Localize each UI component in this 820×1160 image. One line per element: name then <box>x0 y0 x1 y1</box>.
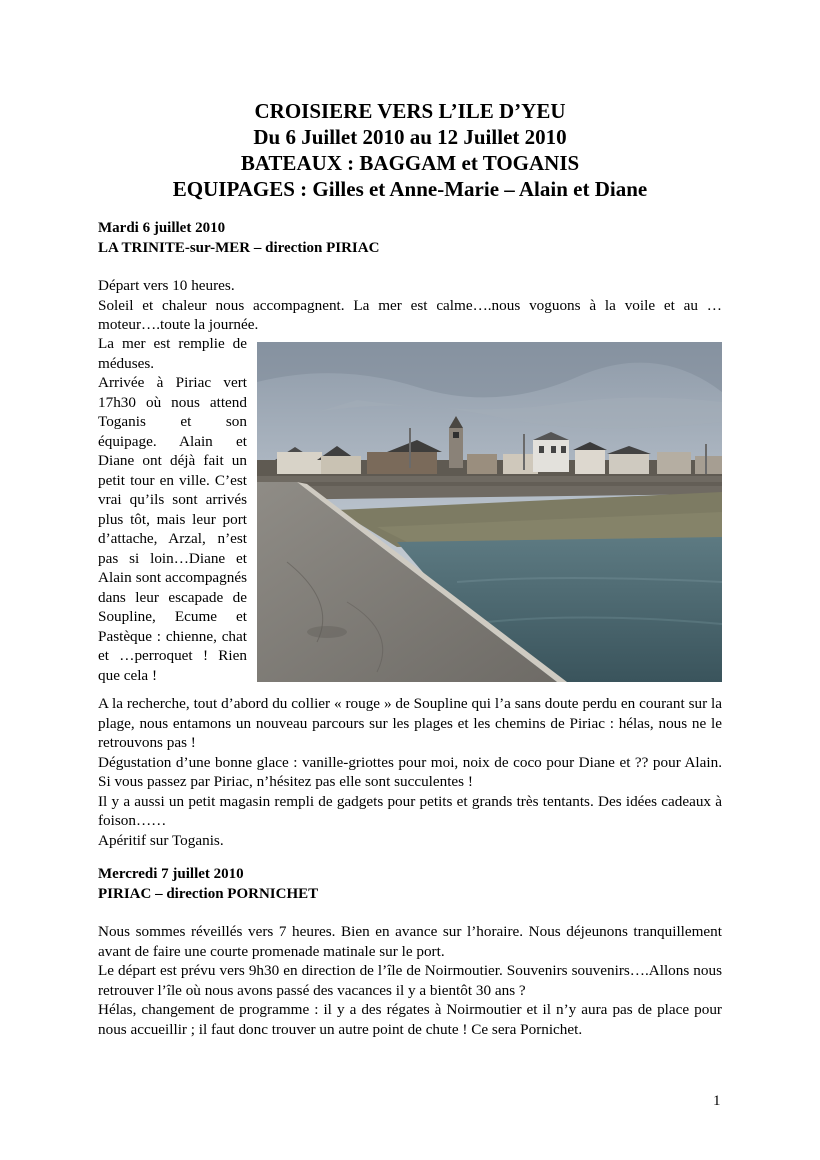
title-line-4: EQUIPAGES : Gilles et Anne-Marie – Alain et Diane <box>172 177 648 201</box>
page-number: 1 <box>713 1093 721 1109</box>
paragraph: Nous sommes réveillés vers 7 heures. Bien en avance sur l’horaire. Nous déjeunons tranquillement avant de faire une courte promenade matinale sur le port. <box>98 923 722 960</box>
day1-date: Mardi 6 juillet 2010 <box>98 220 226 236</box>
paragraph: Apéritif sur Toganis. <box>98 831 224 849</box>
paragraph: Il y a aussi un petit magasin rempli de gadgets pour petits et grands très tentants. Des idées cadeaux à foison…… <box>98 792 722 829</box>
day1-continued <box>98 694 722 850</box>
title-line-3: BATEAUX : BAGGAM et TOGANIS <box>240 151 580 175</box>
day2-heading <box>98 865 318 904</box>
day1-intro <box>98 276 722 335</box>
title-line-1: CROISIERE VERS L’ILE D’YEU <box>254 99 566 123</box>
paragraph: Départ vers 10 heures. <box>98 277 235 294</box>
paragraph: Soleil et chaleur nous accompagnent. La mer est calme….nous voguons à la voile et au … moteur….toute la journée. <box>98 296 722 333</box>
paragraph: La mer est remplie de méduses. <box>98 335 247 372</box>
paragraph: Hélas, changement de programme : il y a des régates à Noirmoutier et il n’y aura pas de place pour nous accueillir ; il faut donc trouver un autre point de chute ! Ce sera Pornichet. <box>98 1001 722 1038</box>
day1-route: LA TRINITE-sur-MER – direction PIRIAC <box>98 239 380 256</box>
day1-wrapped-text <box>98 334 247 685</box>
day2-date: Mercredi 7 juillet 2010 <box>98 866 244 882</box>
paragraph: Dégustation d’une bonne glace : vanille-griottes pour moi, noix de coco pour Diane et ?? pour Alain. Si vous passez par Piriac, n’hésitez pas elle sont succulentes ! <box>98 753 722 790</box>
day2-text <box>98 922 722 1039</box>
day1-heading <box>98 219 379 258</box>
title-line-2: Du 6 Juillet 2010 au 12 Juillet 2010 <box>253 125 567 149</box>
paragraph: A la recherche, tout d’abord du collier « rouge » de Soupline qui l’a sans doute perdu en courant sur la plage, nous entamons un nouveau parcours sur les plages et les chemins de Piriac : hélas, nous ne le retrouvons pas ! <box>98 695 722 751</box>
day2-route: PIRIAC – direction PORNICHET <box>98 885 319 902</box>
document-title <box>0 98 820 202</box>
paragraph: Arrivée à Piriac vert 17h30 où nous attend Toganis et son équipage. Alain et Diane ont déjà fait un petit tour en ville. C’est vrai qu’ils sont arrivés plus tôt, mais leur port d’attache, Arzal, n’est pas si loin…Diane et Alain sont accompagnés dans leur escapade de Soupline, Ecume et Pastèque : chienne, chat et …perroquet ! Rien que cela ! <box>98 374 247 684</box>
paragraph: Le départ est prévu vers 9h30 en direction de l’île de Noirmoutier. Souvenirs souvenirs….Allons nous retrouver l’île où nous avons passé des vacances il y a bientôt 30 ans ? <box>98 962 722 999</box>
piriac-harbour-photo <box>257 342 722 682</box>
